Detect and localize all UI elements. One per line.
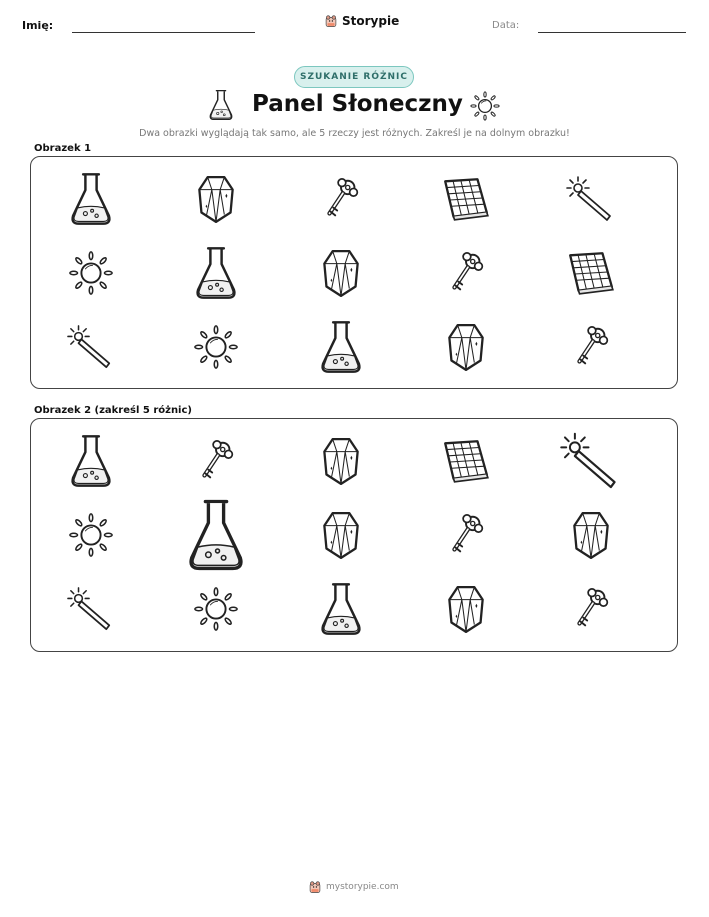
- magic-wand-icon: [566, 173, 616, 225]
- flask-icon[interactable]: [317, 581, 365, 637]
- name-field-line[interactable]: [72, 32, 255, 33]
- crystal-icon[interactable]: [570, 509, 612, 561]
- footer-url: mystorypie.com: [326, 882, 399, 892]
- key-icon: [446, 249, 486, 297]
- worksheet-type-badge: SZUKANIE RÓŻNIC: [294, 66, 414, 88]
- solar-panel-icon: [439, 173, 493, 225]
- key-icon: [321, 175, 361, 223]
- sun-icon[interactable]: [67, 511, 115, 559]
- solar-panel-icon[interactable]: [439, 435, 493, 487]
- page-title: Panel Słoneczny: [252, 91, 463, 117]
- sun-icon[interactable]: [192, 585, 240, 633]
- picture-1-panel: [30, 156, 678, 389]
- crystal-icon: [445, 321, 487, 373]
- key-icon[interactable]: [196, 437, 236, 485]
- storypie-logo-icon: [308, 880, 322, 894]
- flask-icon: [192, 245, 240, 301]
- crystal-icon[interactable]: [445, 583, 487, 635]
- picture-1-label: Obrazek 1: [34, 143, 92, 154]
- crystal-icon: [195, 173, 237, 225]
- magic-wand-icon[interactable]: [558, 430, 624, 492]
- storypie-logo-icon: [324, 14, 338, 28]
- date-field-line[interactable]: [538, 32, 686, 33]
- picture-2-label: Obrazek 2 (zakreśl 5 różnic): [34, 405, 192, 416]
- solar-panel-icon: [564, 247, 618, 299]
- key-icon[interactable]: [571, 585, 611, 633]
- brand-name: Storypie: [342, 14, 400, 28]
- flask-icon: [67, 171, 115, 227]
- picture-2-panel[interactable]: [30, 418, 678, 652]
- magic-wand-icon[interactable]: [67, 585, 115, 633]
- magic-wand-icon: [67, 323, 115, 371]
- sun-icon: [192, 323, 240, 371]
- name-label: Imię:: [22, 19, 54, 32]
- flask-icon[interactable]: [171, 497, 261, 573]
- crystal-icon: [320, 247, 362, 299]
- sun-icon: [67, 249, 115, 297]
- flask-icon: [208, 88, 234, 122]
- key-icon[interactable]: [446, 511, 486, 559]
- footer: [308, 880, 399, 894]
- title-row: [0, 88, 709, 128]
- instruction-text: Dwa obrazki wyglądają tak samo, ale 5 rzeczy jest różnych. Zakreśl je na dolnym obrazku!: [139, 128, 570, 139]
- key-icon: [571, 323, 611, 371]
- date-label: Data:: [492, 20, 520, 31]
- brand-logo: [324, 14, 399, 28]
- crystal-icon[interactable]: [320, 435, 362, 487]
- crystal-icon[interactable]: [320, 509, 362, 561]
- sun-icon: [469, 90, 501, 122]
- flask-icon[interactable]: [67, 433, 115, 489]
- flask-icon: [317, 319, 365, 375]
